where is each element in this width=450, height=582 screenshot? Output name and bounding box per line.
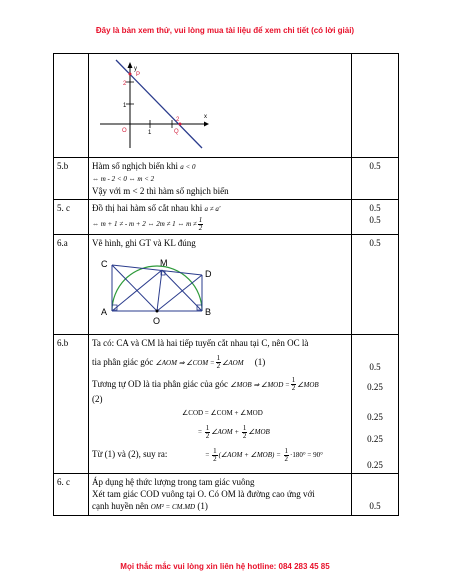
function-graph bbox=[92, 56, 222, 152]
svg-text:D: D bbox=[205, 269, 212, 279]
svg-text:2: 2 bbox=[123, 81, 127, 87]
row-5c: 5. c Đồ thị hai hàm số cắt nhau khi a ≠ a' ⇔ m + 1 ≠ - m + 2 ⇔ 2m ≠ 1 ⇔ m ≠ $\frac{1}{2}$ 0.5 0.5 bbox=[54, 200, 399, 235]
row-5b: 5.b Hàm số nghịch biến khi a < 0 ⇔ m - 2 < 0 ⇔ m < 2 Vậy với m < 2 thì hàm số nghịch biến 0.5 bbox=[54, 158, 399, 200]
row-6b: 6.b Ta có: CA và CM là hai tiếp tuyến cắt nhau tại C, nên OC là tia phân giác góc ∠AOM ⇒ ∠COM = $\frac{1}{2}$ ∠AOM (1) Tương tự OD là tia phân giác của góc ∠MOB ⇒ ∠MOD = $\frac{1}{2}$ ∠MOB (2) ∠COD = ∠COM + ∠MOD = $\frac{1}{2}$ ∠AOM + $\frac{1}{2}$ ∠MOB Từ (1) và (2), suy ra: = $\frac{1}{2}$ (∠AOM + ∠MOB) = $\frac{1}{2}$ ·180° = 90° 0.5 0.25 0.25 0.25 0.25 bbox=[54, 335, 399, 474]
svg-text:Q: Q bbox=[174, 129, 179, 135]
svg-text:2: 2 bbox=[176, 117, 180, 123]
geometry-figure bbox=[92, 249, 242, 329]
row-6a: 6.a Vẽ hình, ghi GT và KL đúng C M D A B O 0.5 bbox=[54, 235, 399, 335]
svg-text:P: P bbox=[136, 72, 141, 78]
svg-text:1: 1 bbox=[148, 130, 152, 136]
svg-text:y: y bbox=[134, 66, 137, 72]
svg-text:A: A bbox=[101, 307, 108, 317]
svg-text:1: 1 bbox=[123, 103, 127, 109]
svg-text:x: x bbox=[204, 114, 207, 120]
svg-text:M: M bbox=[160, 258, 168, 268]
hotline-footer: Mọi thắc mắc vui lòng xin liên hệ hotline: 084 283 45 85 bbox=[120, 562, 330, 571]
preview-notice: Đây là bản xem thử, vui lòng mua tài liệu để xem chi tiết (có lời giải) bbox=[95, 26, 355, 35]
svg-text:O: O bbox=[153, 316, 161, 326]
answer-table bbox=[53, 53, 399, 516]
svg-text:O: O bbox=[122, 128, 127, 134]
row-6c: 6. c Áp dụng hệ thức lượng trong tam giác vuông Xét tam giác COD vuông tại O. Có OM là đường cao ứng với cạnh huyền nên OM² = CM.MD (1) 0.5 bbox=[54, 474, 399, 516]
graph-row bbox=[54, 54, 399, 158]
svg-text:B: B bbox=[205, 307, 212, 317]
svg-text:C: C bbox=[101, 259, 108, 269]
